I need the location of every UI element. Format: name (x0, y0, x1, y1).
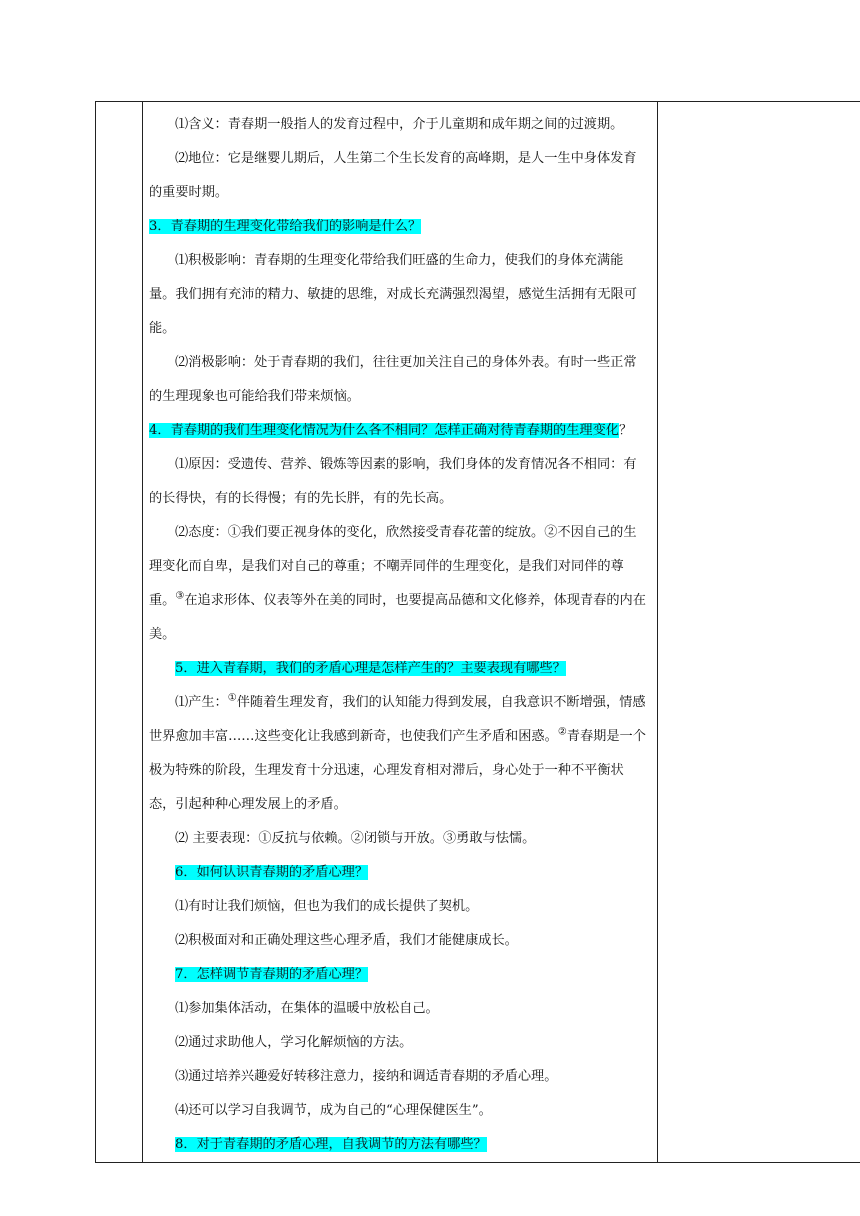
question-5-heading (149, 652, 649, 686)
definition-line: ⑴含义：青春期一般指人的发育过程中，介于儿童期和成年期之间的过渡期。 (175, 117, 624, 132)
circled-number-2: ② (557, 726, 567, 738)
list-item: ⑶通过培养兴趣爱好转移注意力，接纳和调适青春期的矛盾心理。 (175, 1069, 558, 1084)
highlight: 3．青春期的生理变化带给我们的影响是什么？ (149, 219, 422, 234)
question-mark: ？ (618, 423, 633, 438)
question-3-heading (149, 210, 649, 244)
circled-number-1: ① (227, 692, 237, 704)
lesson-table (95, 101, 860, 1163)
status-line: ⑵地位：它是继婴儿期后，人生第二个生长发育的高峰期，是人一生中身体发育的重要时期。 (149, 151, 637, 200)
origin-text-3: 青春期是一个极为特殊的阶段，生理发育十分迅速，心理发育相对滞后，身心处于一种不平衡状态，引起种种心理发展上的矛盾。 (149, 729, 646, 812)
highlight: 7．怎样调节青春期的矛盾心理？ (175, 967, 369, 982)
highlight: 4．青春期的我们生理变化情况为什么各不相同？怎样正确对待青春期的生理变化 (149, 423, 619, 438)
list-item: ⑵通过求助他人，学习化解烦恼的方法。 (175, 1035, 413, 1050)
highlight: 5．进入青春期，我们的矛盾心理是怎样产生的？主要表现有哪些？ (175, 661, 566, 676)
highlight: 8．对于青春期的矛盾心理，自我调节的方法有哪些？ (175, 1137, 487, 1152)
origin-text-2: 伴随着生理发育，我们的认知能力得到发展，自我意识不断增强，情感世界愈加丰富……这些变化让我感到新奇，也使我们产生矛盾和困惑。 (149, 695, 646, 744)
list-item: ⑴参加集体活动，在集体的温暖中放松自己。 (175, 1001, 439, 1016)
list-item: ⑴有时让我们烦恼，但也为我们的成长提供了契机。 (175, 899, 479, 914)
right-column-cell (658, 102, 860, 1163)
list-item: ⑷还可以学习自我调节，成为自己的“心理保健医生”。 (175, 1103, 492, 1118)
attitude-text-1: ⑵态度：①我们要正视身体的变化，欣然接受青春花蕾的绽放。②不因自己的生理变化而自卑，是我们对自己的尊重；不嘲弄同伴的生理变化，是我们对同伴的尊重。 (149, 525, 637, 608)
left-column-cell (96, 102, 143, 1163)
table-row (96, 102, 860, 1163)
question-6-heading (149, 856, 649, 890)
negative-impact-line: ⑵消极影响：处于青春期的我们，往往更加关注自己的身体外表。有时一些正常的生理现象也可能给我们带来烦恼。 (149, 355, 637, 404)
question-4-heading (149, 414, 649, 448)
attitude-line (149, 516, 649, 652)
highlight: 6．如何认识青春期的矛盾心理？ (175, 865, 369, 880)
question-7-heading (149, 958, 649, 992)
manifestation-line: ⑵ 主要表现：①反抗与依赖。②闭锁与开放。③勇敢与怯懦。 (175, 831, 536, 846)
origin-line (149, 686, 649, 822)
question-8-heading (149, 1128, 649, 1162)
reason-line: ⑴原因：受遗传、营养、锻炼等因素的影响，我们身体的发育情况各不相同：有的长得快，有的长得慢；有的先长胖，有的先长高。 (149, 457, 637, 506)
content-block (143, 102, 657, 1162)
circled-number-3: ③ (175, 590, 185, 602)
origin-text-1: ⑴产生： (175, 695, 228, 710)
positive-impact-line: ⑴积极影响：青春期的生理变化带给我们旺盛的生命力，使我们的身体充满能量。我们拥有充沛的精力、敏捷的思维，对成长充满强烈渴望，感觉生活拥有无限可能。 (149, 253, 637, 336)
attitude-text-2: 在追求形体、仪表等外在美的同时，也要提高品德和文化修养，体现青春的内在美。 (149, 593, 646, 642)
content-column-cell (143, 102, 658, 1163)
list-item: ⑵积极面对和正确处理这些心理矛盾，我们才能健康成长。 (175, 933, 518, 948)
